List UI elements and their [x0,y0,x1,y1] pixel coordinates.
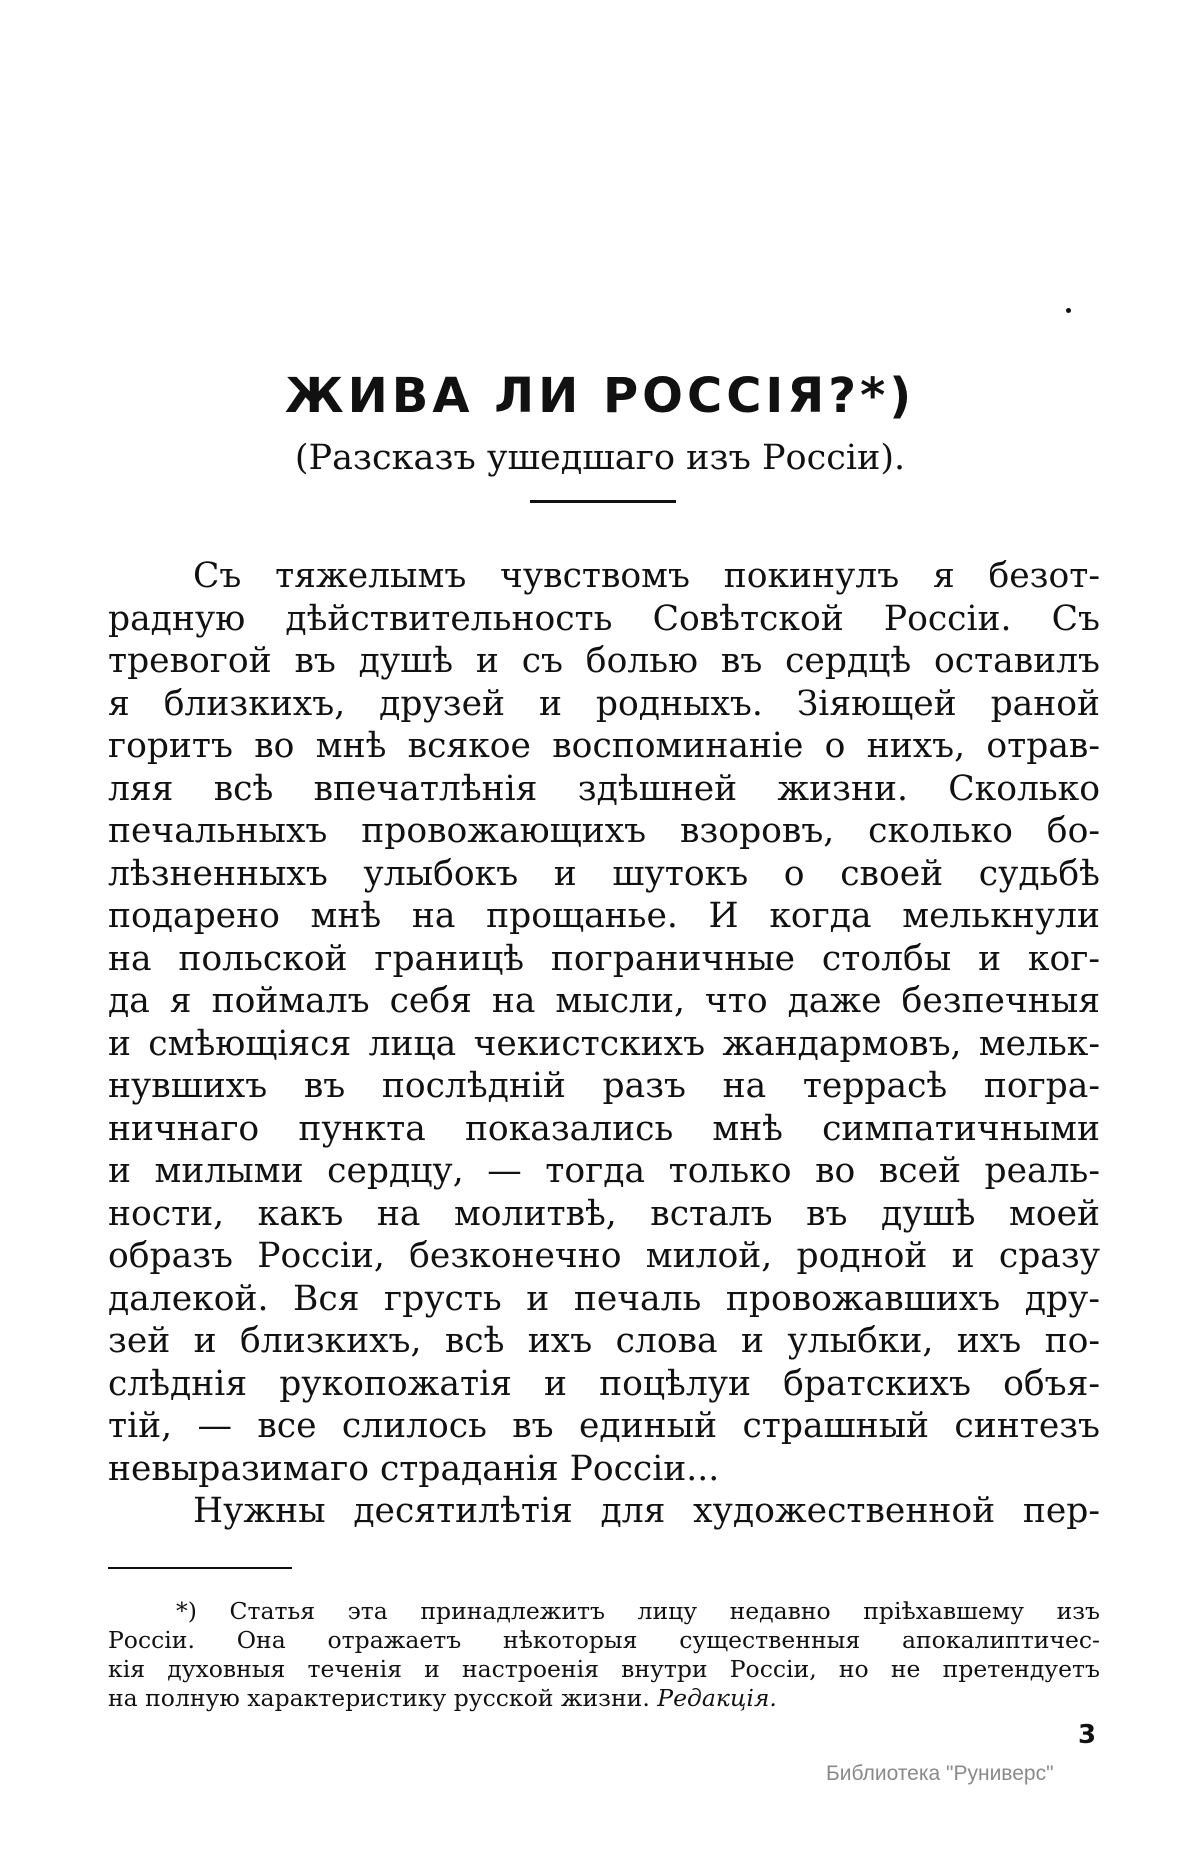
footnote-line-text: на полную характеристику русской жизни. [108,1684,650,1712]
footnote [108,1597,1100,1713]
print-speck [1066,308,1071,313]
body-line: на польской границѣ пограничные столбы и ког- [108,938,1100,979]
body-line: Нужны десятилѣтія для художественной пер- [193,1491,1100,1531]
body-line: далекой. Вся грусть и печаль провожавшихъ дру- [108,1278,1100,1319]
body-line: тій, — все слилось въ единый страшный синтезъ [108,1406,1100,1446]
page-title: ЖИВА ЛИ РОССІЯ?*) [284,368,916,424]
body-line: и милыми сердцу, — тогда только во всей реаль- [108,1151,1100,1191]
body-text [108,555,1100,1533]
body-line: ляя всѣ впечатлѣнія здѣшней жизни. Сколько [108,768,1100,809]
body-line: да я поймалъ себя на мысли, что даже безпечныя [108,981,1100,1021]
footnote-divider [108,1567,292,1569]
footnote-editor-signature: Редакція. [657,1684,777,1712]
body-line: горитъ во мнѣ всякое воспоминаніе о нихъ, отрав- [108,726,1100,766]
body-line: нувшихъ въ послѣдній разъ на террасѣ погра- [108,1066,1100,1106]
body-line: ничнаго пункта показались мнѣ симпатичными [108,1108,1100,1149]
footnote-line: *) Статья эта принадлежитъ лицу недавно пріѣхавшему изъ [176,1597,1100,1625]
body-line: подарено мнѣ на прощанье. И когда мелькнули [108,896,1100,936]
body-line: Съ тяжелымъ чувствомъ покинулъ я безот- [193,556,1100,596]
footnote-line-last [108,1684,1100,1713]
body-line: печальныхъ провожающихъ взоровъ, сколько бо- [108,811,1100,851]
page-subtitle: (Разсказъ ушедшаго изъ Россіи). [294,438,906,478]
body-line: и смѣющіяся лица чекистскихъ жандармовъ, мельк- [108,1023,1100,1064]
body-line: образъ Россіи, безконечно милой, родной и сразу [108,1236,1100,1276]
title-divider [530,500,676,503]
page-number: 3 [1078,1720,1097,1750]
body-line: радную дѣйствительность Совѣтской Россіи. Съ [108,598,1100,639]
body-line: лѣзненныхъ улыбокъ и шутокъ о своей судьбѣ [108,853,1100,894]
footnote-line: Россіи. Она отражаетъ нѣкоторыя существенныя апокалиптичес- [108,1626,1100,1654]
footnote-line: кія духовныя теченія и настроенія внутри Россіи, но не претендуетъ [108,1655,1100,1683]
library-watermark: Библиотека "Руниверс" [826,1762,1054,1785]
body-line: ности, какъ на молитвѣ, всталъ въ душѣ моей [108,1193,1100,1234]
body-line: слѣднія рукопожатія и поцѣлуи братскихъ объя- [108,1363,1100,1404]
body-line: зей и близкихъ, всѣ ихъ слова и улыбки, ихъ по- [108,1321,1100,1361]
body-line: я близкихъ, друзей и родныхъ. Зіяющей раной [108,683,1100,724]
body-line: невыразимаго страданія Россіи... [108,1448,720,1489]
body-line: тревогой въ душѣ и съ болью въ сердцѣ оставилъ [108,641,1100,681]
